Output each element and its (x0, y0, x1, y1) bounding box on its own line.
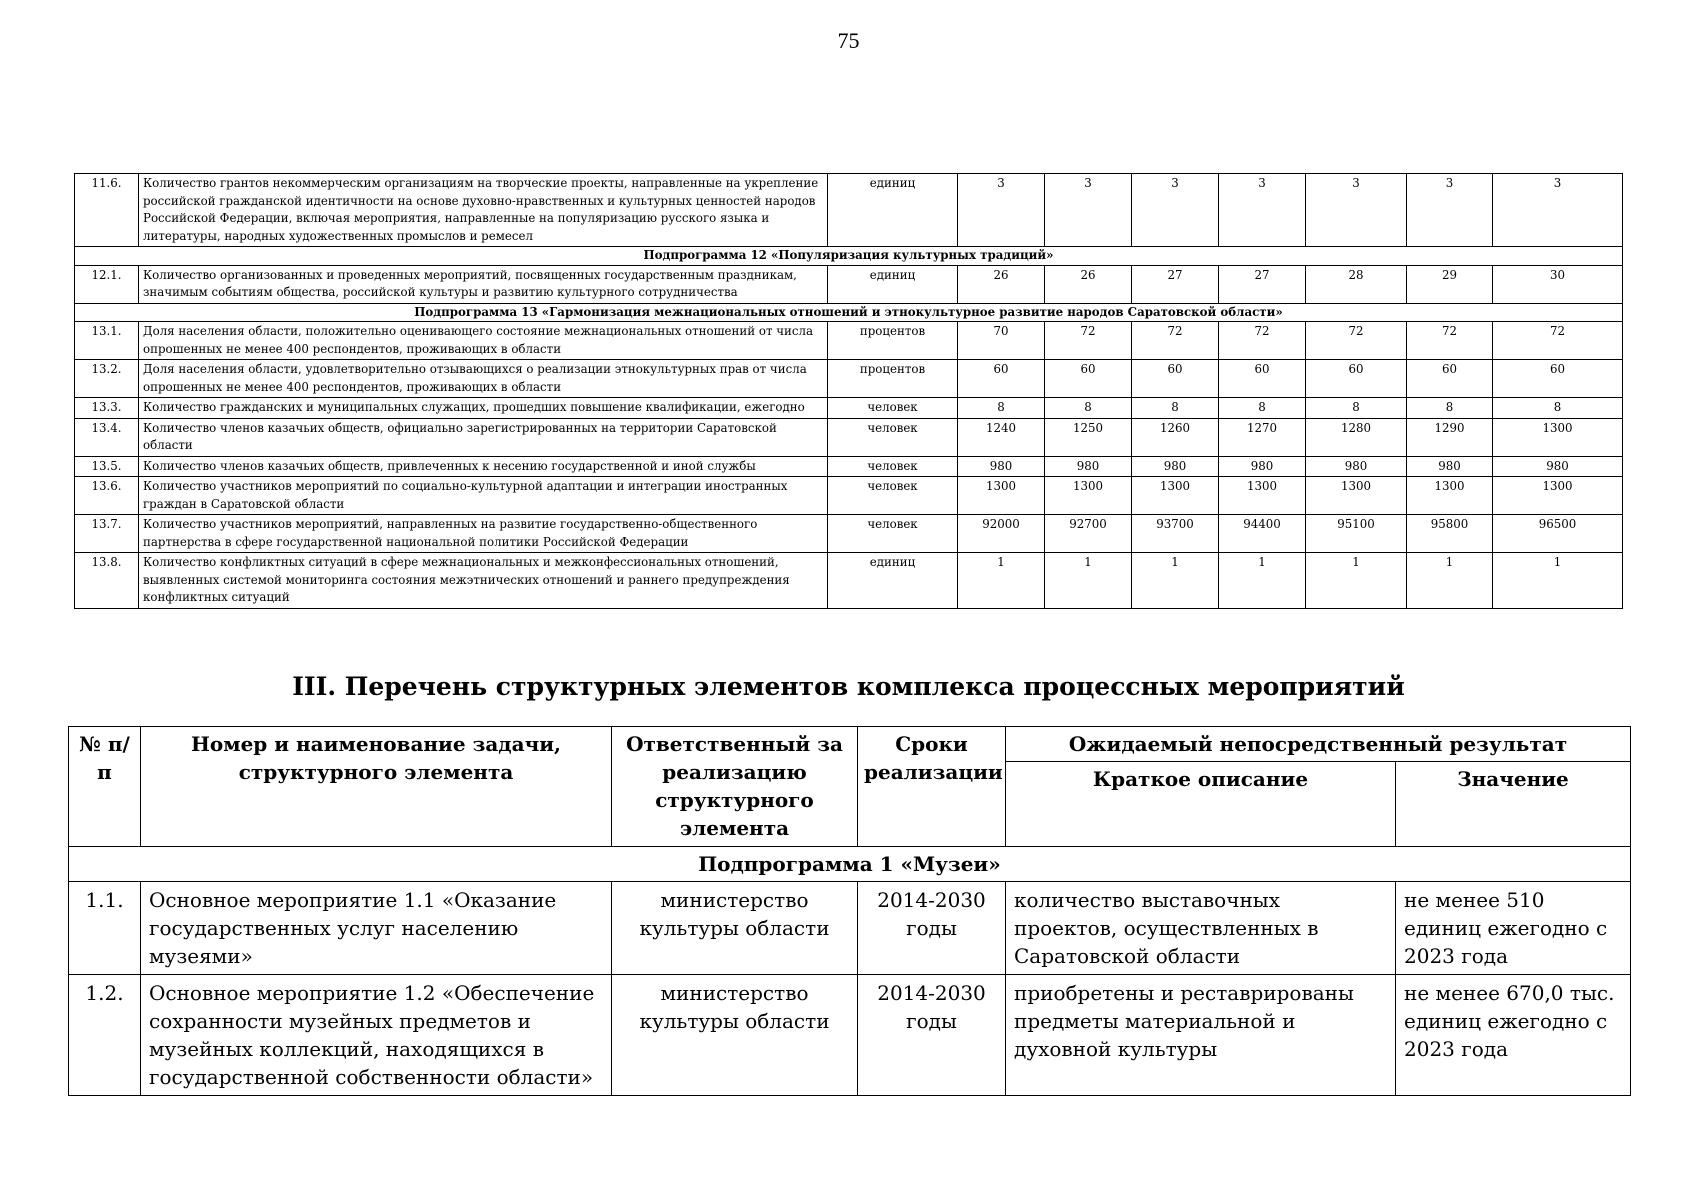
indicator-number: 12.1. (75, 265, 139, 303)
indicator-value: 8 (1045, 398, 1132, 419)
row-period: 2014-2030 годы (858, 975, 1006, 1096)
indicator-value: 1300 (1493, 477, 1623, 515)
indicator-unit: процентов (828, 360, 958, 398)
indicator-value: 1260 (1132, 418, 1219, 456)
indicator-unit: человек (828, 398, 958, 419)
row-responsible: министерство культуры области (612, 975, 858, 1096)
subprogram-header-row (75, 303, 1623, 322)
indicator-value: 93700 (1132, 515, 1219, 553)
row-name: Основное мероприятие 1.1 «Оказание государственных услуг населению музеями» (141, 882, 612, 975)
indicator-number: 13.4. (75, 418, 139, 456)
indicator-value: 8 (1493, 398, 1623, 419)
indicator-value: 1300 (958, 477, 1045, 515)
indicator-value: 3 (1493, 174, 1623, 247)
indicator-value: 72 (1132, 322, 1219, 360)
indicator-value: 1300 (1132, 477, 1219, 515)
indicator-value: 1280 (1306, 418, 1407, 456)
indicator-value: 1240 (958, 418, 1045, 456)
indicator-value: 60 (1219, 360, 1306, 398)
indicator-value: 27 (1132, 265, 1219, 303)
indicator-unit: единиц (828, 553, 958, 609)
indicator-value: 29 (1407, 265, 1493, 303)
header-expected-result: Ожидаемый непосредственный результат (1006, 727, 1631, 762)
page-number: 75 (837, 28, 860, 53)
indicator-number: 13.5. (75, 456, 139, 477)
indicator-unit: единиц (828, 265, 958, 303)
indicator-value: 1300 (1045, 477, 1132, 515)
row-name: Основное мероприятие 1.2 «Обеспечение сохранности музейных предметов и музейных коллекций, находящихся в государственной собственности области» (141, 975, 612, 1096)
indicator-unit: процентов (828, 322, 958, 360)
indicator-value: 980 (1306, 456, 1407, 477)
indicator-value: 3 (1045, 174, 1132, 247)
indicator-value: 980 (958, 456, 1045, 477)
indicator-value: 8 (1306, 398, 1407, 419)
indicator-value: 980 (1132, 456, 1219, 477)
header-num: № п/п (69, 727, 141, 847)
subprogram-header: Подпрограмма 1 «Музеи» (69, 847, 1631, 882)
indicator-name: Количество участников мероприятий по социально-культурной адаптации и интеграции иностранных граждан в Саратовской области (139, 477, 828, 515)
indicator-name: Количество организованных и проведенных мероприятий, посвященных государственным праздникам, значимым событиям общества, российской культуры и развитию культурного сотрудничества (139, 265, 828, 303)
table-row (75, 515, 1623, 553)
indicator-value: 60 (1493, 360, 1623, 398)
indicator-number: 13.6. (75, 477, 139, 515)
indicator-value: 8 (958, 398, 1045, 419)
indicator-value: 1 (1132, 553, 1219, 609)
subprogram-title: Подпрограмма 13 «Гармонизация межнациональных отношений и этнокультурное развитие народов Саратовской области» (75, 303, 1623, 322)
indicator-value: 72 (1306, 322, 1407, 360)
indicator-value: 26 (958, 265, 1045, 303)
indicator-value: 72 (1493, 322, 1623, 360)
indicator-name: Количество членов казачьих обществ, привлеченных к несению государственной и иной службы (139, 456, 828, 477)
indicator-number: 13.8. (75, 553, 139, 609)
row-value: не менее 670,0 тыс. единиц ежегодно с 2023 года (1396, 975, 1631, 1096)
indicator-value: 60 (1132, 360, 1219, 398)
header-responsible: Ответственный за реализацию структурного элемента (612, 727, 858, 847)
indicator-value: 94400 (1219, 515, 1306, 553)
indicator-value: 70 (958, 322, 1045, 360)
structural-elements-table (68, 726, 1631, 1096)
indicator-value: 1250 (1045, 418, 1132, 456)
indicator-value: 28 (1306, 265, 1407, 303)
indicator-value: 1270 (1219, 418, 1306, 456)
header-description: Краткое описание (1006, 762, 1396, 847)
indicator-unit: человек (828, 456, 958, 477)
row-value: не менее 510 единиц ежегодно с 2023 года (1396, 882, 1631, 975)
table-row (69, 882, 1631, 975)
row-description: количество выставочных проектов, осуществленных в Саратовской области (1006, 882, 1396, 975)
header-name: Номер и наименование задачи, структурного элемента (141, 727, 612, 847)
indicator-value: 980 (1045, 456, 1132, 477)
indicator-value: 72 (1219, 322, 1306, 360)
indicator-name: Количество членов казачьих обществ, официально зарегистрированных на территории Саратовской области (139, 418, 828, 456)
indicator-value: 980 (1219, 456, 1306, 477)
indicator-value: 96500 (1493, 515, 1623, 553)
indicator-value: 3 (1306, 174, 1407, 247)
indicator-name: Количество конфликтных ситуаций в сфере межнациональных и межконфессиональных отношений, выявленных системой мониторинга состояния межэтнических отношений и раннего предупреждения конфликтных ситуаций (139, 553, 828, 609)
indicator-value: 980 (1493, 456, 1623, 477)
subprogram-header-row (75, 247, 1623, 266)
indicator-name: Количество участников мероприятий, направленных на развитие государственно-общественного партнерства в сфере государственной национальной политики Российской Федерации (139, 515, 828, 553)
indicator-value: 8 (1407, 398, 1493, 419)
indicator-value: 95800 (1407, 515, 1493, 553)
indicator-value: 60 (958, 360, 1045, 398)
indicator-number: 13.2. (75, 360, 139, 398)
table-row (75, 418, 1623, 456)
indicator-value: 1 (1306, 553, 1407, 609)
indicator-unit: единиц (828, 174, 958, 247)
indicator-value: 1300 (1407, 477, 1493, 515)
indicator-name: Доля населения области, положительно оценивающего состояние межнациональных отношений от числа опрошенных не менее 400 респондентов, проживающих в области (139, 322, 828, 360)
row-num: 1.1. (69, 882, 141, 975)
indicator-value: 30 (1493, 265, 1623, 303)
indicator-value: 60 (1045, 360, 1132, 398)
indicator-number: 13.1. (75, 322, 139, 360)
indicator-value: 3 (1219, 174, 1306, 247)
indicator-value: 95100 (1306, 515, 1407, 553)
table-row (75, 265, 1623, 303)
row-responsible: министерство культуры области (612, 882, 858, 975)
indicator-value: 92700 (1045, 515, 1132, 553)
indicator-value: 1 (1493, 553, 1623, 609)
indicator-value: 60 (1306, 360, 1407, 398)
table-row (75, 456, 1623, 477)
indicator-value: 92000 (958, 515, 1045, 553)
indicator-value: 8 (1219, 398, 1306, 419)
section-title: III. Перечень структурных элементов комплекса процессных мероприятий (292, 672, 1405, 701)
indicator-value: 1300 (1306, 477, 1407, 515)
indicator-value: 27 (1219, 265, 1306, 303)
table-row (75, 174, 1623, 247)
subprogram-title: Подпрограмма 12 «Популяризация культурных традиций» (75, 247, 1623, 266)
row-period: 2014-2030 годы (858, 882, 1006, 975)
indicator-name: Доля населения области, удовлетворительно отзывающихся о реализации этнокультурных прав от числа опрошенных не менее 400 респондентов, проживающих в области (139, 360, 828, 398)
indicator-value: 1300 (1219, 477, 1306, 515)
table-row (75, 398, 1623, 419)
indicator-value: 1 (958, 553, 1045, 609)
indicator-value: 3 (958, 174, 1045, 247)
indicator-unit: человек (828, 477, 958, 515)
table-row (75, 553, 1623, 609)
table-row (75, 360, 1623, 398)
indicator-value: 26 (1045, 265, 1132, 303)
indicator-value: 1290 (1407, 418, 1493, 456)
indicator-number: 13.3. (75, 398, 139, 419)
table-row (75, 477, 1623, 515)
indicator-value: 1 (1045, 553, 1132, 609)
indicator-number: 13.7. (75, 515, 139, 553)
row-description: приобретены и реставрированы предметы материальной и духовной культуры (1006, 975, 1396, 1096)
indicator-value: 1300 (1493, 418, 1623, 456)
indicator-value: 8 (1132, 398, 1219, 419)
indicator-value: 72 (1407, 322, 1493, 360)
indicator-value: 1 (1407, 553, 1493, 609)
header-value: Значение (1396, 762, 1631, 847)
table-row (75, 322, 1623, 360)
indicator-value: 3 (1132, 174, 1219, 247)
indicator-name: Количество грантов некоммерческим организациям на творческие проекты, направленные на укрепление российской гражданской идентичности на основе духовно-нравственных и культурных ценностей народов Российской Федерации, включая мероприятия, направленные на популяризацию русского языка и литературы, народных художественных промыслов и ремесел (139, 174, 828, 247)
indicator-name: Количество гражданских и муниципальных служащих, прошедших повышение квалификации, ежегодно (139, 398, 828, 419)
indicator-value: 60 (1407, 360, 1493, 398)
indicator-value: 3 (1407, 174, 1493, 247)
header-period: Сроки реализации (858, 727, 1006, 847)
indicator-unit: человек (828, 418, 958, 456)
indicator-number: 11.6. (75, 174, 139, 247)
indicator-value: 980 (1407, 456, 1493, 477)
indicator-unit: человек (828, 515, 958, 553)
indicator-value: 72 (1045, 322, 1132, 360)
indicator-value: 1 (1219, 553, 1306, 609)
indicators-table (74, 173, 1623, 609)
table-row (69, 975, 1631, 1096)
row-num: 1.2. (69, 975, 141, 1096)
